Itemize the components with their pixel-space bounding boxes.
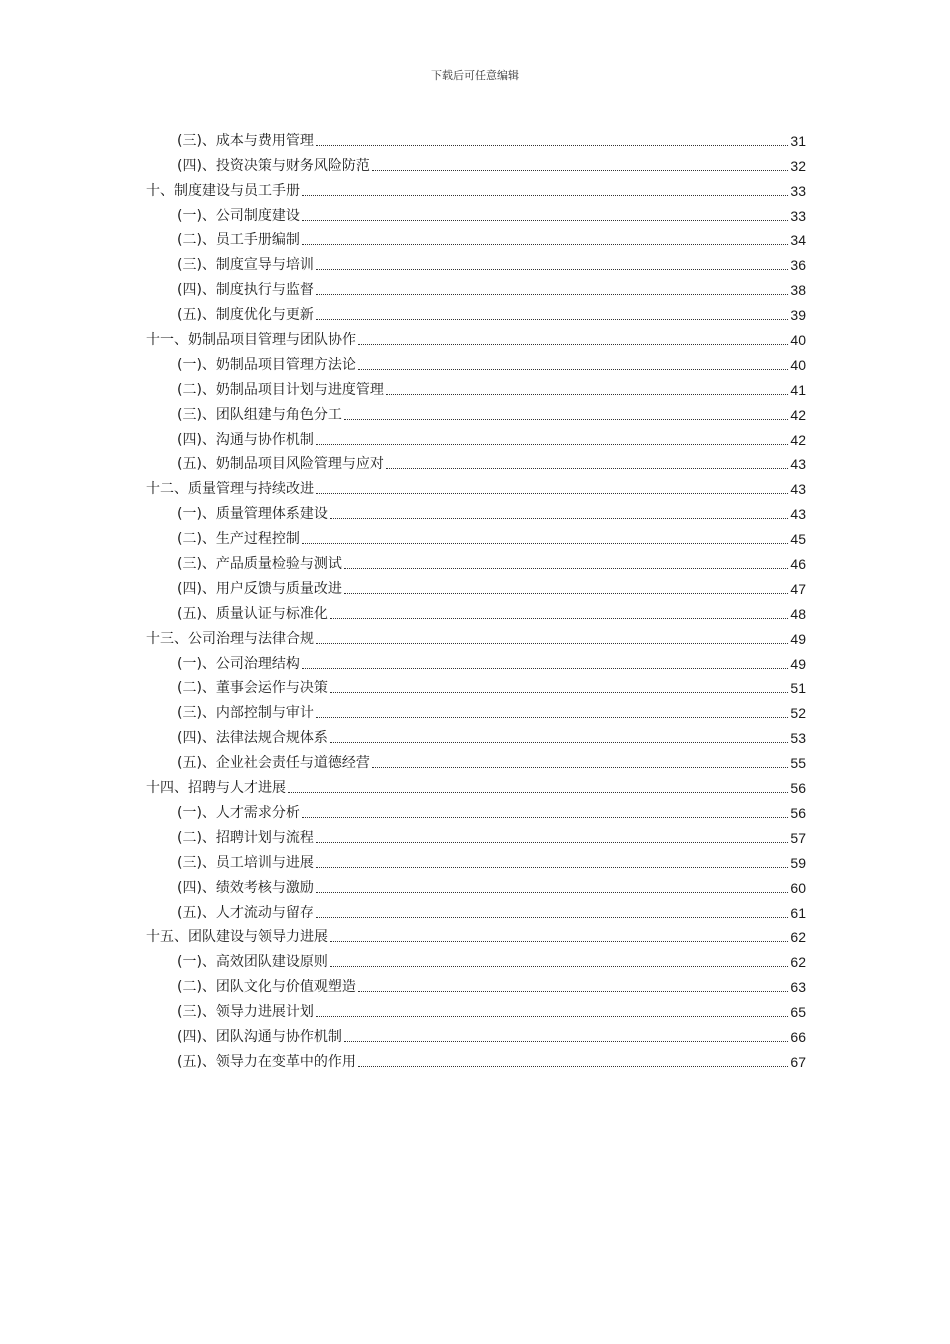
toc-entry-title: 十、制度建设与员工手册 (146, 182, 300, 199)
toc-page-number: 53 (790, 730, 806, 747)
toc-entry-title: (四)、绩效考核与激励 (177, 879, 314, 896)
toc-page-number: 56 (790, 780, 806, 797)
toc-dot-leader (316, 145, 788, 146)
toc-dot-leader (316, 643, 788, 644)
toc-page-number: 33 (790, 207, 806, 224)
toc-page-number: 36 (790, 257, 806, 274)
toc-entry-title: 十四、招聘与人才进展 (146, 780, 286, 797)
toc-entry-title: (三)、团队组建与角色分工 (177, 406, 342, 423)
toc-page-number: 46 (790, 556, 806, 573)
toc-dot-leader (344, 568, 788, 569)
toc-page-number: 39 (790, 307, 806, 324)
toc-entry-title: (二)、团队文化与价值观塑造 (177, 979, 356, 996)
toc-chapter-entry[interactable] (146, 325, 806, 350)
toc-section-entry[interactable] (146, 599, 806, 624)
toc-page-number: 55 (790, 755, 806, 772)
toc-entry-title: (二)、员工手册编制 (177, 232, 300, 249)
toc-entry-title: (三)、员工培训与进展 (177, 854, 314, 871)
toc-chapter-entry[interactable] (146, 773, 806, 798)
toc-entry-title: (一)、高效团队建设原则 (177, 954, 328, 971)
toc-page-number: 48 (790, 605, 806, 622)
toc-entry-title: (三)、产品质量检验与测试 (177, 556, 342, 573)
toc-section-entry[interactable] (146, 848, 806, 873)
toc-section-entry[interactable] (146, 1047, 806, 1072)
toc-entry-title: (三)、制度宣导与培训 (177, 257, 314, 274)
toc-entry-title: (五)、企业社会责任与道德经营 (177, 755, 370, 772)
toc-entry-title: (四)、投资决策与财务风险防范 (177, 157, 370, 174)
toc-dot-leader (344, 593, 788, 594)
page-header: 下载后可任意编辑 (431, 69, 519, 82)
toc-dot-leader (344, 419, 788, 420)
toc-section-entry[interactable] (146, 375, 806, 400)
toc-section-entry[interactable] (146, 524, 806, 549)
toc-entry-title: (五)、领导力在变革中的作用 (177, 1053, 356, 1070)
toc-page-number: 31 (790, 132, 806, 149)
toc-page-number: 45 (790, 531, 806, 548)
toc-dot-leader (372, 767, 788, 768)
table-of-contents (146, 126, 806, 1072)
toc-entry-title: 十二、质量管理与持续改进 (146, 481, 314, 498)
toc-entry-title: 十五、团队建设与领导力进展 (146, 929, 328, 946)
toc-section-entry[interactable] (146, 226, 806, 251)
toc-entry-title: (四)、用户反馈与质量改进 (177, 580, 342, 597)
toc-section-entry[interactable] (146, 798, 806, 823)
toc-dot-leader (330, 518, 788, 519)
toc-dot-leader (302, 668, 788, 669)
toc-entry-title: (一)、质量管理体系建设 (177, 506, 328, 523)
toc-page-number: 56 (790, 804, 806, 821)
toc-dot-leader (316, 294, 788, 295)
toc-entry-title: (三)、内部控制与审计 (177, 705, 314, 722)
toc-page-number: 57 (790, 829, 806, 846)
toc-section-entry[interactable] (146, 649, 806, 674)
toc-entry-title: (四)、法律法规合规体系 (177, 730, 328, 747)
toc-page-number: 62 (790, 929, 806, 946)
toc-entry-title: (二)、奶制品项目计划与进度管理 (177, 381, 384, 398)
toc-dot-leader (302, 817, 788, 818)
toc-section-entry[interactable] (146, 873, 806, 898)
toc-chapter-entry[interactable] (146, 923, 806, 948)
toc-section-entry[interactable] (146, 898, 806, 923)
toc-page-number: 42 (790, 431, 806, 448)
toc-dot-leader (288, 792, 788, 793)
toc-section-entry[interactable] (146, 698, 806, 723)
toc-section-entry[interactable] (146, 947, 806, 972)
toc-page-number: 34 (790, 232, 806, 249)
toc-entry-title: (一)、人才需求分析 (177, 804, 300, 821)
toc-entry-title: (五)、制度优化与更新 (177, 307, 314, 324)
toc-entry-title: (二)、生产过程控制 (177, 531, 300, 548)
toc-dot-leader (316, 444, 788, 445)
toc-dot-leader (358, 344, 788, 345)
toc-dot-leader (302, 244, 788, 245)
toc-section-entry[interactable] (146, 574, 806, 599)
toc-section-entry[interactable] (146, 997, 806, 1022)
toc-section-entry[interactable] (146, 300, 806, 325)
toc-dot-leader (344, 1041, 788, 1042)
toc-dot-leader (330, 966, 788, 967)
toc-section-entry[interactable] (146, 1022, 806, 1047)
toc-dot-leader (316, 1016, 788, 1017)
toc-section-entry[interactable] (146, 151, 806, 176)
toc-entry-title: (五)、奶制品项目风险管理与应对 (177, 456, 384, 473)
toc-entry-title: (五)、质量认证与标准化 (177, 605, 328, 622)
toc-dot-leader (358, 369, 788, 370)
toc-page-number: 49 (790, 655, 806, 672)
toc-dot-leader (330, 692, 788, 693)
toc-page-number: 32 (790, 157, 806, 174)
toc-section-entry[interactable] (146, 499, 806, 524)
toc-page-number: 43 (790, 506, 806, 523)
toc-entry-title: (三)、成本与费用管理 (177, 132, 314, 149)
toc-entry-title: (三)、领导力进展计划 (177, 1004, 314, 1021)
toc-section-entry[interactable] (146, 250, 806, 275)
toc-page-number: 65 (790, 1004, 806, 1021)
toc-page-number: 40 (790, 356, 806, 373)
toc-page-number: 60 (790, 879, 806, 896)
toc-page-number: 52 (790, 705, 806, 722)
toc-chapter-entry[interactable] (146, 176, 806, 201)
toc-page-number: 59 (790, 854, 806, 871)
toc-entry-title: 十一、奶制品项目管理与团队协作 (146, 332, 356, 349)
toc-dot-leader (372, 170, 788, 171)
toc-entry-title: (二)、招聘计划与流程 (177, 829, 314, 846)
toc-dot-leader (330, 941, 788, 942)
toc-section-entry[interactable] (146, 201, 806, 226)
toc-page-number: 40 (790, 332, 806, 349)
toc-section-entry[interactable] (146, 126, 806, 151)
toc-entry-title: (四)、团队沟通与协作机制 (177, 1028, 342, 1045)
toc-page-number: 43 (790, 481, 806, 498)
toc-dot-leader (302, 543, 788, 544)
toc-dot-leader (330, 742, 788, 743)
toc-dot-leader (330, 618, 788, 619)
toc-dot-leader (316, 717, 788, 718)
toc-chapter-entry[interactable] (146, 624, 806, 649)
toc-section-entry[interactable] (146, 723, 806, 748)
toc-entry-title: (一)、奶制品项目管理方法论 (177, 356, 356, 373)
toc-page-number: 38 (790, 282, 806, 299)
toc-section-entry[interactable] (146, 748, 806, 773)
toc-dot-leader (386, 394, 788, 395)
toc-dot-leader (316, 269, 788, 270)
toc-entry-title: (五)、人才流动与留存 (177, 904, 314, 921)
toc-section-entry[interactable] (146, 350, 806, 375)
toc-dot-leader (316, 867, 788, 868)
toc-entry-title: (四)、沟通与协作机制 (177, 431, 314, 448)
toc-section-entry[interactable] (146, 972, 806, 997)
toc-page-number: 63 (790, 979, 806, 996)
toc-chapter-entry[interactable] (146, 474, 806, 499)
toc-dot-leader (316, 917, 788, 918)
toc-entry-title: (一)、公司治理结构 (177, 655, 300, 672)
toc-page-number: 49 (790, 630, 806, 647)
toc-section-entry[interactable] (146, 674, 806, 699)
toc-page-number: 66 (790, 1028, 806, 1045)
toc-dot-leader (302, 195, 788, 196)
toc-dot-leader (316, 892, 788, 893)
toc-entry-title: (二)、董事会运作与决策 (177, 680, 328, 697)
toc-section-entry[interactable] (146, 275, 806, 300)
toc-section-entry[interactable] (146, 425, 806, 450)
toc-dot-leader (316, 493, 788, 494)
toc-section-entry[interactable] (146, 400, 806, 425)
toc-page-number: 62 (790, 954, 806, 971)
toc-dot-leader (316, 842, 788, 843)
toc-dot-leader (358, 991, 788, 992)
toc-entry-title: 十三、公司治理与法律合规 (146, 630, 314, 647)
toc-section-entry[interactable] (146, 823, 806, 848)
toc-entry-title: (四)、制度执行与监督 (177, 282, 314, 299)
toc-dot-leader (386, 468, 788, 469)
toc-page-number: 67 (790, 1053, 806, 1070)
toc-page-number: 42 (790, 406, 806, 423)
toc-dot-leader (316, 319, 788, 320)
toc-section-entry[interactable] (146, 450, 806, 475)
toc-page-number: 43 (790, 456, 806, 473)
toc-page-number: 51 (790, 680, 806, 697)
toc-page-number: 41 (790, 381, 806, 398)
toc-page-number: 47 (790, 580, 806, 597)
toc-dot-leader (302, 220, 788, 221)
toc-section-entry[interactable] (146, 549, 806, 574)
toc-page-number: 33 (790, 182, 806, 199)
toc-dot-leader (358, 1066, 788, 1067)
toc-entry-title: (一)、公司制度建设 (177, 207, 300, 224)
toc-page-number: 61 (790, 904, 806, 921)
